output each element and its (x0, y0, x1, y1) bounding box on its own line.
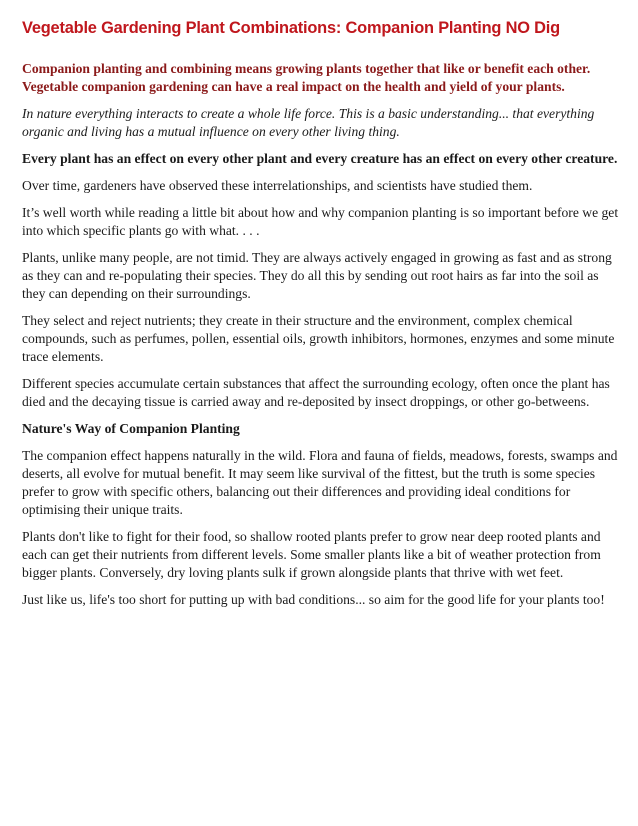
natures-way-heading: Nature's Way of Companion Planting (22, 421, 240, 436)
species-paragraph: Different species accumulate certain substances that affect the surrounding ecology, often once the plant has died and the decaying tissue is carried away and re-deposited by insect droppings, or other go-betweens. (22, 376, 610, 409)
intro-paragraph: Companion planting and combining means growing plants together that like or benefit each other. Vegetable companion gardening can have a real impact on the health and yield of your plants. (22, 61, 591, 94)
over-time-paragraph: Over time, gardeners have observed these interrelationships, and scientists have studied them. (22, 178, 533, 193)
nutrients-paragraph: They select and reject nutrients; they create in their structure and the environment, complex chemical compounds, such as perfumes, pollen, essential oils, growth inhibitors, hormones, enzymes and some minute trace elements. (22, 313, 615, 364)
companion-effect-paragraph: The companion effect happens naturally in the wild. Flora and fauna of fields, meadows, forests, swamps and deserts, all evolve for mutual benefit. It may seem like survival of the fittest, but the truth is some species prefer to grow with specific others, balancing out their differences and providing ideal conditions for optimising their unique traits. (22, 448, 618, 517)
nature-quote-paragraph: In nature everything interacts to create a whole life force. This is a basic understanding... that everything organic and living has a mutual influence on every other living thing. (22, 106, 595, 139)
document-page (22, 18, 622, 618)
every-plant-paragraph: Every plant has an effect on every other plant and every creature has an effect on every other creature. (22, 151, 618, 166)
just-like-us-paragraph: Just like us, life's too short for putting up with bad conditions... so aim for the good life for your plants too! (22, 592, 605, 607)
dont-fight-paragraph: Plants don't like to fight for their food, so shallow rooted plants prefer to grow near deep rooted plants and each can get their nutrients from different levels. Some smaller plants like a bit of weather protection from bigger plants. Conversely, dry loving plants sulk if grown alongside plants that thrive with wet feet. (22, 529, 601, 580)
well-worth-paragraph: It’s well worth while reading a little bit about how and why companion planting is so important before we get into which specific plants go with what. . . . (22, 205, 619, 238)
document-title: Vegetable Gardening Plant Combinations: Companion Planting NO Dig (22, 19, 560, 37)
not-timid-paragraph: Plants, unlike many people, are not timid. They are always actively engaged in growing as fast and as strong as they can and re-populating their species. They do all this by sending out root hairs as far into the soil as they can depending on their surroundings. (22, 250, 612, 301)
